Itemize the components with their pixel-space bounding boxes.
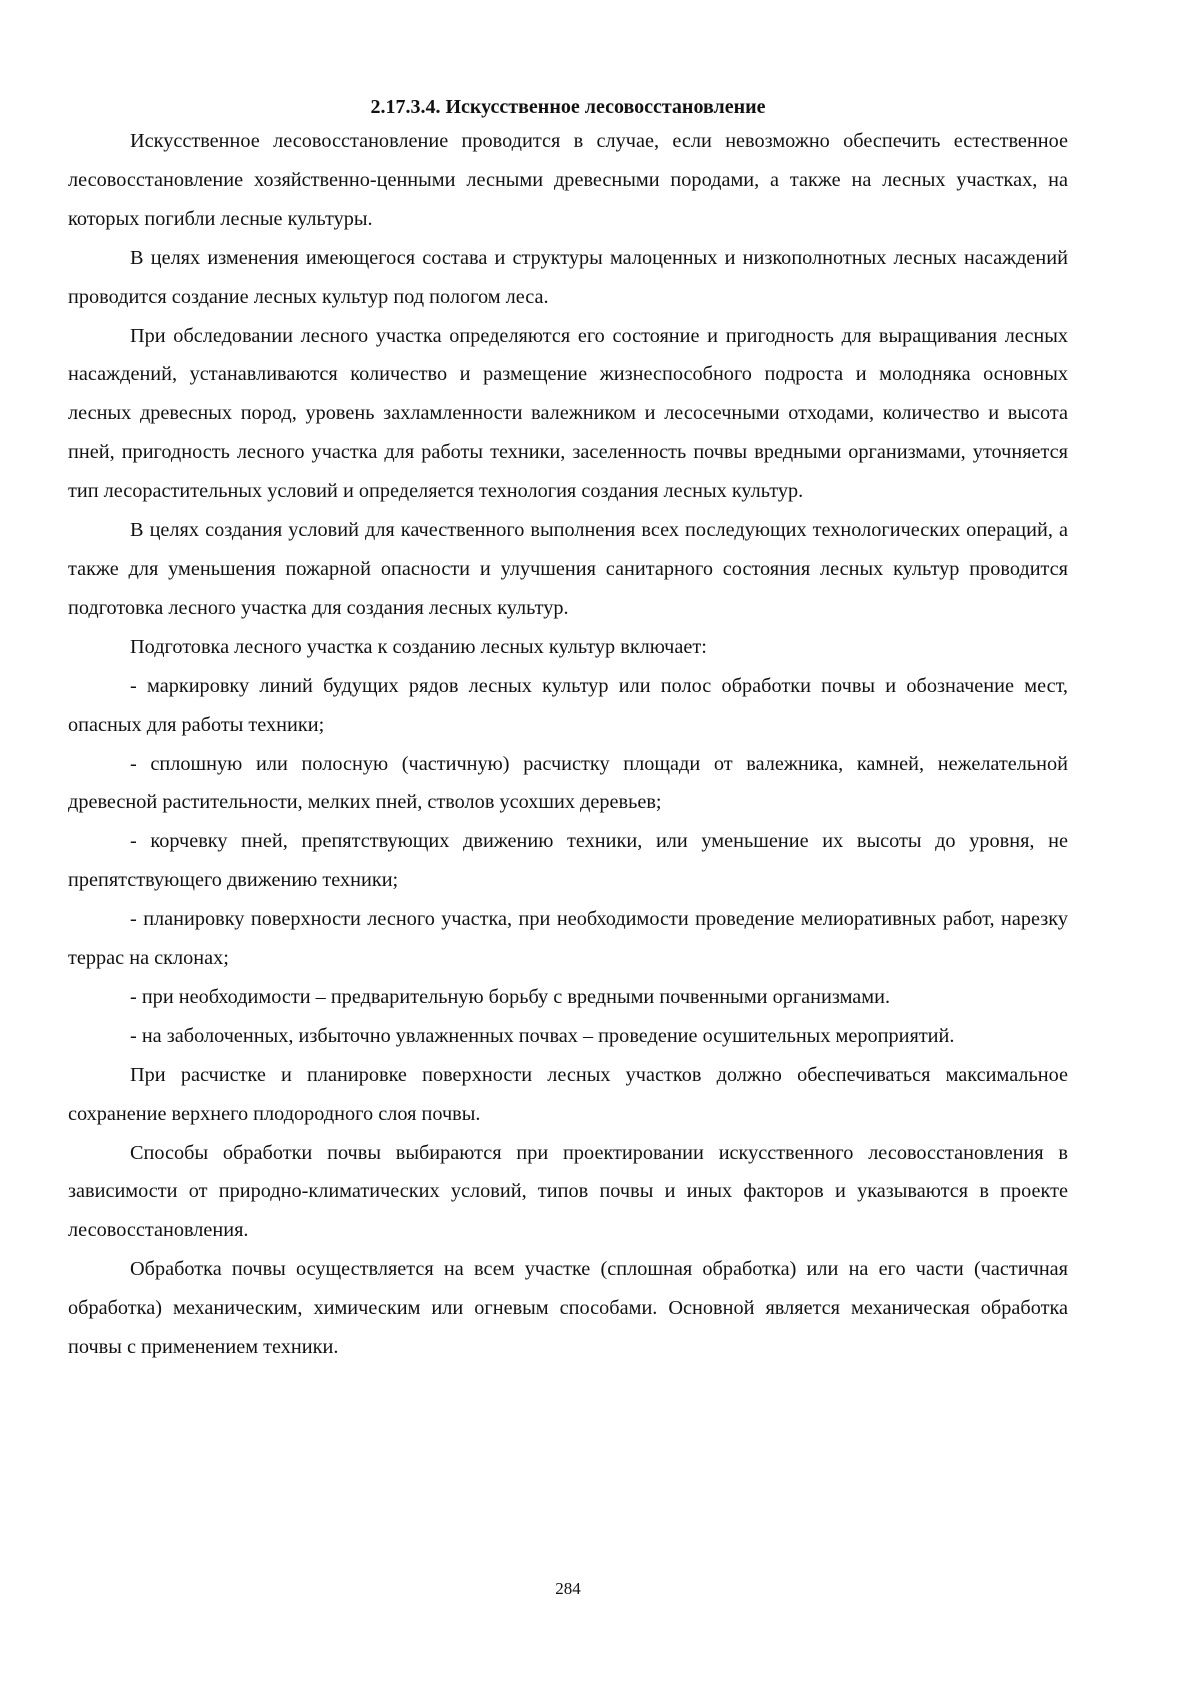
paragraph-4: В целях создания условий для качественного выполнения всех последующих технологических операций, а также для уменьшения пожарной опасности и улучшения санитарного состояния лесных культур проводится подготовка лесного участка для создания лесных культур. (68, 519, 1068, 619)
paragraph-8: Обработка почвы осуществляется на всем участке (сплошная обработка) или на его части (частичная обработка) механическим, химическим или огневым способами. Основной является механическая обработка почвы с применением техники. (68, 1258, 1068, 1359)
paragraph-1: Искусственное лесовосстановление проводится в случае, если невозможно обеспечить естественное лесовосстановление хозяйственно-ценными лесными древесными породами, а также на лесных участках, на которых погибли лесные культуры. (68, 130, 1068, 230)
list-item-2: - сплошную или полосную (частичную) расчистку площади от валежника, камней, нежелательной древесной растительности, мелких пней, стволов усохших деревьев; (68, 752, 1068, 814)
section-heading: 2.17.3.4. Искусственное лесовосстановление (370, 96, 766, 118)
page-number: 284 (555, 1579, 581, 1598)
list-item-6: - на заболоченных, избыточно увлажненных почвах – проведение осушительных мероприятий. (130, 1024, 955, 1047)
paragraph-3: При обследовании лесного участка определяются его состояние и пригодность для выращивания лесных насаждений, устанавливаются количество и размещение жизнеспособного подроста и молодняка основных лесных древесных пород, уровень захламленности валежником и лесосечными отходами, количество и высота пней, пригодность лесного участка для работы техники, заселенность почвы вредными организмами, уточняется тип лесорастительных условий и определяется технология создания лесных культур. (68, 324, 1068, 503)
list-item-1: - маркировку линий будущих рядов лесных культур или полос обработки почвы и обозначение мест, опасных для работы техники; (68, 674, 1068, 736)
paragraph-2: В целях изменения имеющегося состава и структуры малоценных и низкополнотных лесных насаждений проводится создание лесных культур под пологом леса. (68, 246, 1068, 308)
paragraph-6: При расчистке и планировке поверхности лесных участков должно обеспечиваться максимальное сохранение верхнего плодородного слоя почвы. (68, 1063, 1068, 1125)
list-item-5: - при необходимости – предварительную борьбу с вредными почвенными организмами. (130, 985, 891, 1008)
list-item-3: - корчевку пней, препятствующих движению техники, или уменьшение их высоты до уровня, не препятствующего движению техники; (68, 830, 1068, 892)
paragraph-7: Способы обработки почвы выбираются при проектировании искусственного лесовосстановления в зависимости от природно-климатических условий, типов почвы и иных факторов и указываются в проекте лесовосстановления. (68, 1141, 1068, 1242)
list-item-4: - планировку поверхности лесного участка, при необходимости проведение мелиоративных работ, нарезку террас на склонах; (68, 908, 1068, 970)
document-page (68, 96, 1068, 1696)
paragraph-5: Подготовка лесного участка к созданию лесных культур включает: (130, 635, 707, 658)
